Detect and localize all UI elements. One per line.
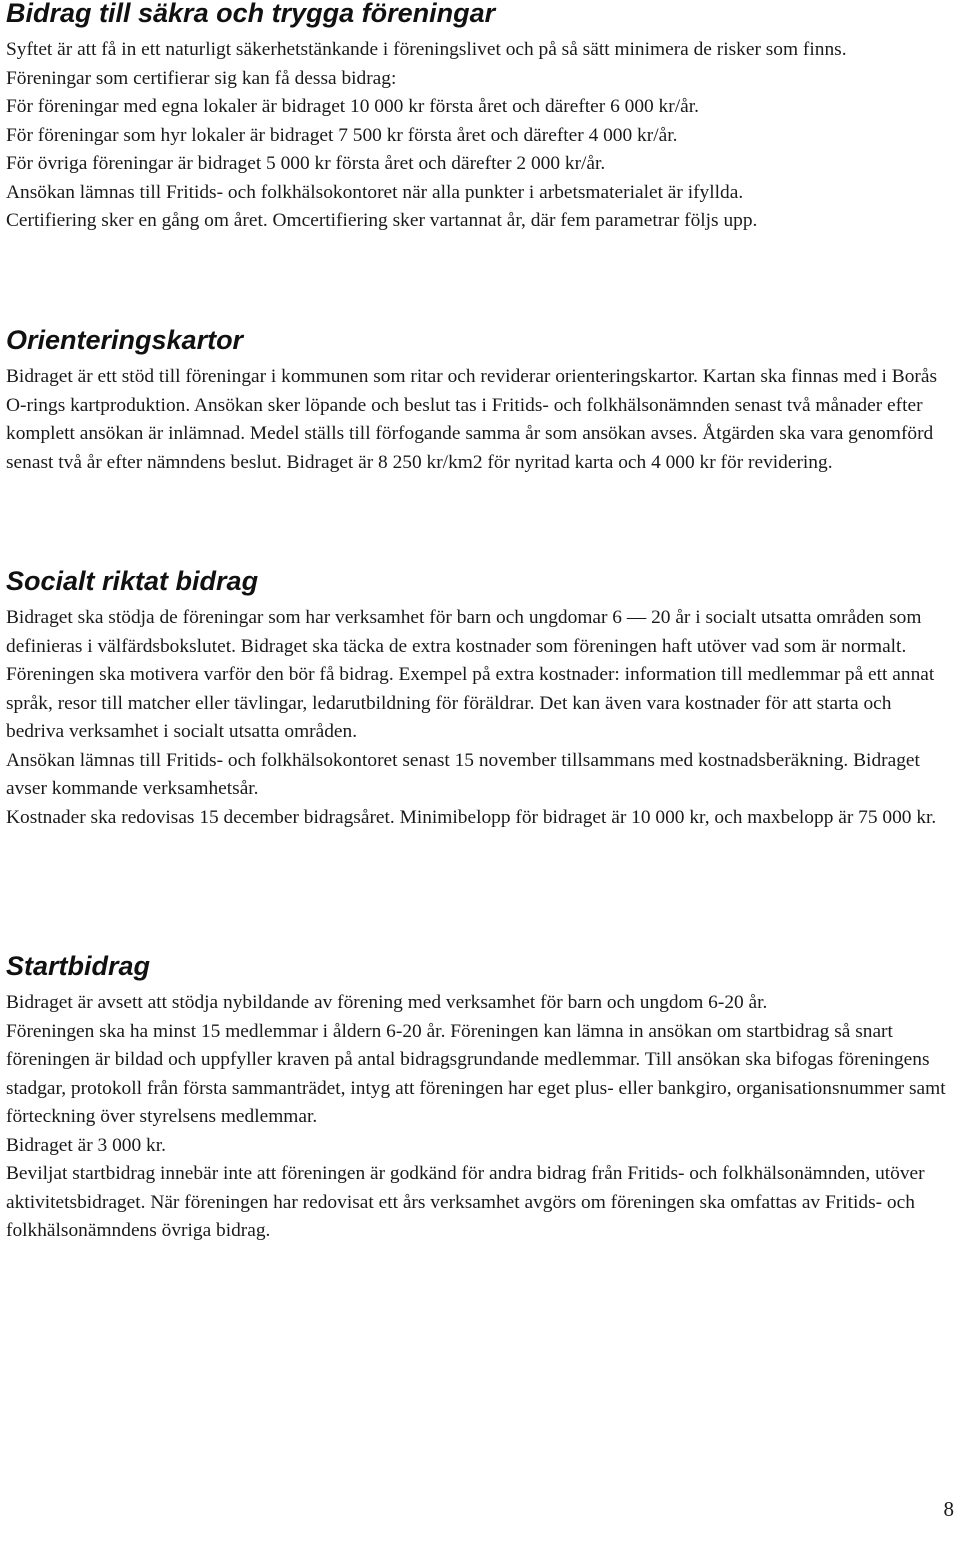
paragraph: Bidraget är avsett att stödja nybildande av förening med verksamhet för barn och ungdom 6-20 år. [6,992,768,1013]
paragraph: Föreningen ska ha minst 15 medlemmar i åldern 6-20 år. Föreningen kan lämna in ansökan om startbidrag så snart föreningen är bildad och uppfyller kraven på antal bidragsgrundande medlemmar. Till ansökan ska bifogas föreningens stadgar, protokoll från första sammanträdet, intyg att föreningen har eget plus- eller bankgiro, organisationsnummer samt förteckning över styrelsens medlemmar. [6,1020,946,1127]
section-body-startbidrag [6,989,946,1246]
paragraph: Beviljat startbidrag innebär inte att föreningen är godkänd för andra bidrag från Fritids- och folkhälsonämnden, utöver aktivitetsbidraget. När föreningen har redovisat ett års verksamhet avgörs om föreningen ska omfattas av Fritids- och folkhälsonämndens övriga bidrag. [6,1163,925,1241]
paragraph: Bidraget är 3 000 kr. [6,1134,166,1156]
section-heading-orienteering: Orienteringskartor [6,325,244,355]
paragraph: Syftet är att få in ett naturligt säkerhetstänkande i föreningslivet och på så sätt minimera de risker som finns. [6,39,847,60]
section-heading-startbidrag: Startbidrag [6,951,151,981]
section-body-safety [6,36,946,236]
paragraph: För övriga föreningar är bidraget 5 000 kr första året och därefter 2 000 kr/år. [6,153,606,174]
paragraph: Bidraget ska stödja de föreningar som har verksamhet för barn och ungdomar 6 — 20 år i socialt utsatta områden som definieras i välfärdsbokslutet. Bidraget ska täcka de extra kostnader som föreningen haft utöver vad som är normalt. [6,607,922,657]
paragraph: För föreningar med egna lokaler är bidraget 10 000 kr första året och därefter 6 000 kr/år. [6,96,699,117]
paragraph: Certifiering sker en gång om året. Omcertifiering sker vartannat år, där fem parametrar följs upp. [6,210,758,231]
section-body-social [6,604,946,832]
paragraph: Ansökan lämnas till Fritids- och folkhälsokontoret senast 15 november tillsammans med kostnadsberäkning. Bidraget avser kommande verksamhetsår. [6,749,920,799]
paragraph: För föreningar som hyr lokaler är bidraget 7 500 kr första året och därefter 4 000 kr/år. [6,124,678,146]
section-heading-safety: Bidrag till säkra och trygga föreningar [6,0,496,28]
paragraph: Föreningen ska motivera varför den bör få bidrag. Exempel på extra kostnader: information till medlemmar på ett annat språk, resor till matcher eller tävlingar, ledarutbildning för föräldrar. Det kan även vara kostnader för att starta och bedriva verksamhet i socialt utsatta områden. [6,664,935,742]
section-body-orienteering [6,363,946,477]
page-number: 8 [943,1497,954,1521]
paragraph: Ansökan lämnas till Fritids- och folkhälsokontoret när alla punkter i arbetsmaterialet är ifyllda. [6,181,744,203]
paragraph: Föreningar som certifierar sig kan få dessa bidrag: [6,67,397,89]
section-heading-social: Socialt riktat bidrag [6,566,259,596]
paragraph: Kostnader ska redovisas 15 december bidragsåret. Minimibelopp för bidraget är 10 000 kr, och maxbelopp är 75 000 kr. [6,806,937,828]
paragraph: Bidraget är ett stöd till föreningar i kommunen som ritar och reviderar orienteringskartor. Kartan ska finnas med i Borås O-rings kartproduktion. Ansökan sker löpande och beslut tas i Fritids- och folkhälsonämnden senast två månader efter komplett ansökan är inlämnad. Medel ställs till förfogande samma år som ansökan avses. Åtgärden ska vara genomförd senast två år efter nämndens beslut. Bidraget är 8 250 kr/km2 för nyritad karta och 4 000 kr för revidering. [6,366,938,473]
